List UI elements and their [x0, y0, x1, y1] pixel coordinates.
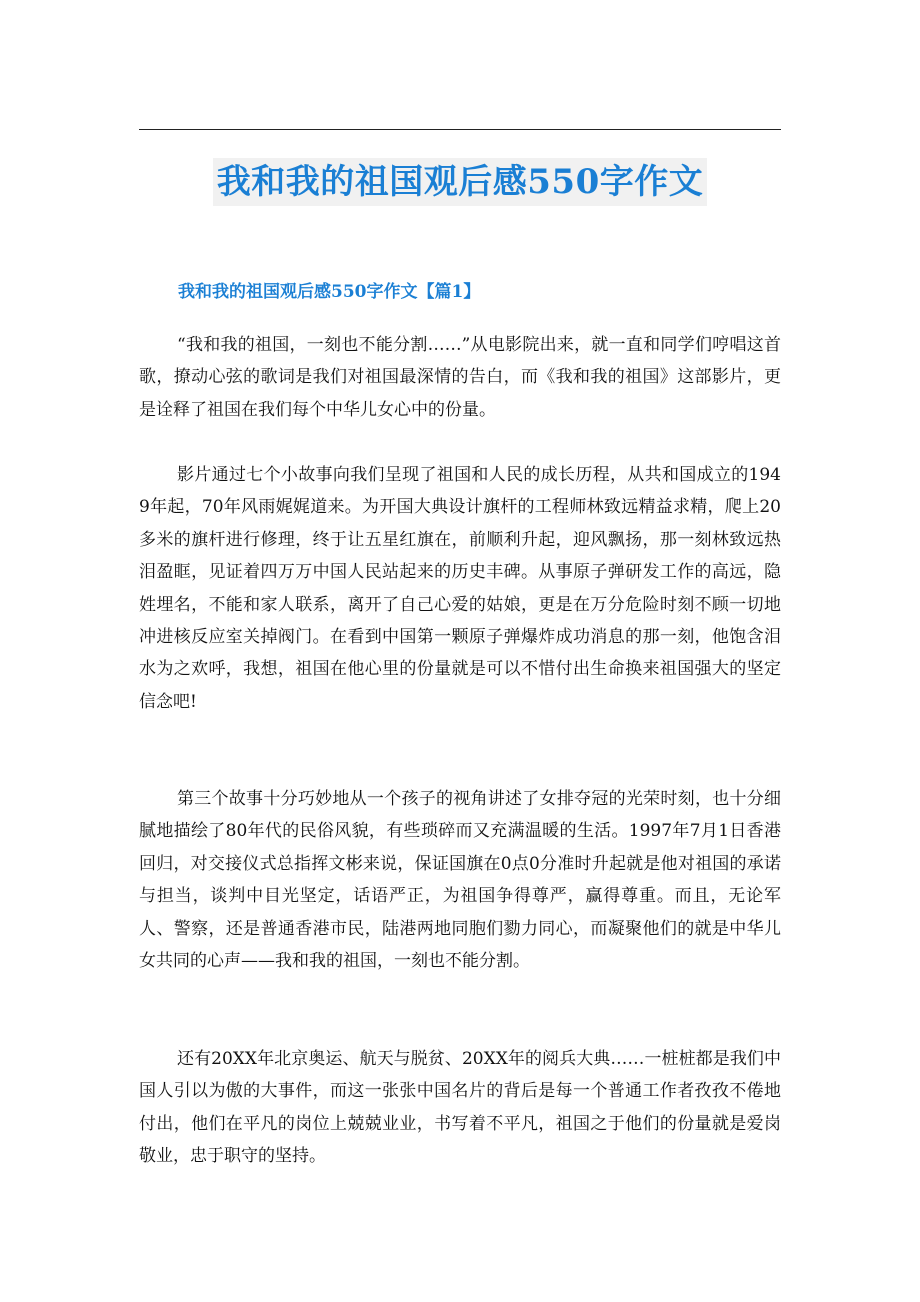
paragraph-4: [139, 1043, 781, 1173]
title-container: [0, 158, 920, 206]
document-title: 我和我的祖国观后感550字作文: [213, 158, 707, 206]
header-rule: [139, 129, 781, 130]
paragraph-text: 第三个故事十分巧妙地从一个孩子的视角讲述了女排夺冠的光荣时刻，也十分细腻地描绘了80年代的民俗风貌，有些琐碎而又充满温暖的生活。1997年7月1日香港回归，对交接仪式总指挥文彬来说，保证国旗在0点0分准时升起就是他对祖国的承诺与担当，谈判中目光坚定，话语严正，为祖国争得尊严，赢得尊重。而且，无论军人、警察，还是普通香港市民，陆港两地同胞们勠力同心，而凝聚他们的就是中华儿女共同的心声——我和我的祖国，一刻也不能分割。: [139, 789, 781, 972]
paragraph-text: 影片通过七个小故事向我们呈现了祖国和人民的成长历程，从共和国成立的1949年起，70年风雨娓娓道来。为开国大典设计旗杆的工程师林致远精益求精，爬上20多米的旗杆进行修理，终于让五星红旗在，前顺利升起，迎风飘扬，那一刻林致远热泪盈眶，见证着四万万中国人民站起来的历史丰碑。从事原子弹研发工作的高远，隐姓埋名，不能和家人联系，离开了自己心爱的姑娘，更是在万分危险时刻不顾一切地冲进核反应室关掉阀门。在看到中国第一颗原子弹爆炸成功消息的那一刻，他饱含泪水为之欢呼，我想，祖国在他心里的份量就是可以不惜付出生命换来祖国强大的坚定信念吧!: [139, 465, 781, 712]
paragraph-1: [139, 329, 781, 426]
section-heading: 我和我的祖国观后感550字作文【篇1】: [178, 282, 481, 302]
paragraph-text: “我和我的祖国，一刻也不能分割……”从电影院出来，就一直和同学们哼唱这首歌，撩动心弦的歌词是我们对祖国最深情的告白，而《我和我的祖国》这部影片，更是诠释了祖国在我们每个中华儿女心中的份量。: [139, 335, 781, 420]
paragraph-text: 还有20XX年北京奥运、航天与脱贫、20XX年的阅兵大典……一桩桩都是我们中国人引以为傲的大事件，而这一张张中国名片的背后是每一个普通工作者孜孜不倦地付出，他们在平凡的岗位上兢兢业业，书写着不平凡，祖国之于他们的份量就是爱岗敬业，忠于职守的坚持。: [139, 1049, 781, 1167]
paragraph-2: [139, 459, 781, 718]
paragraph-3: [139, 783, 781, 977]
